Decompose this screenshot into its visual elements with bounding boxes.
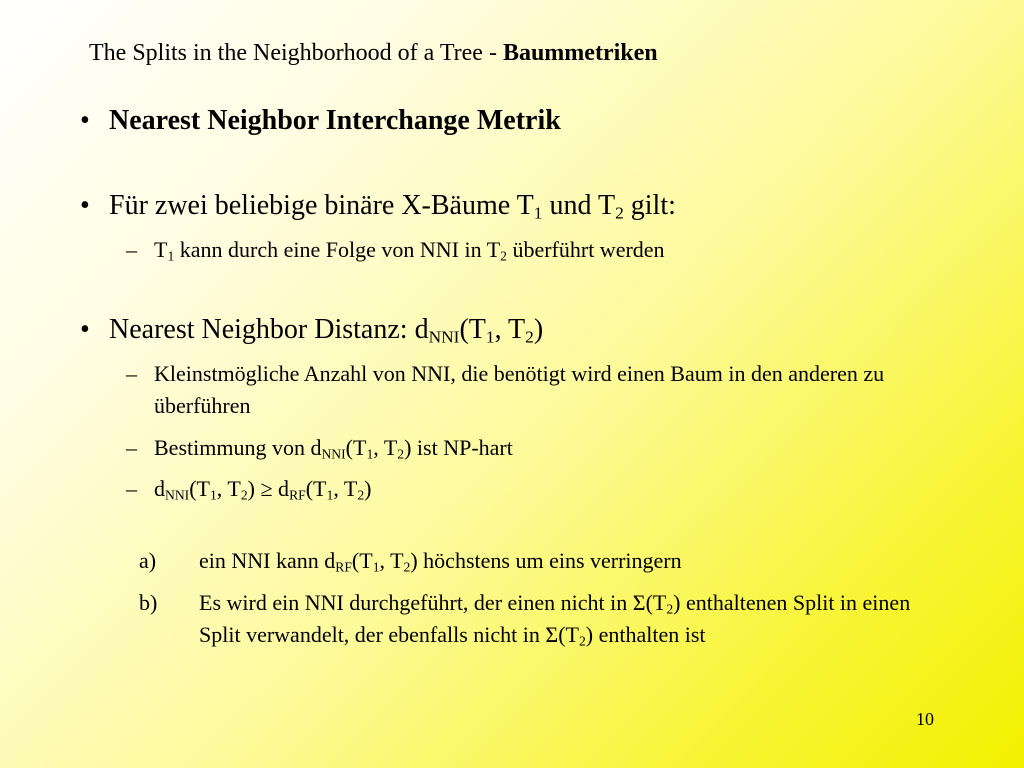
- enum-item-a-text: ein NNI kann $d_{RF}(T_1$, $T_2$) höchstens um eins verringern: [199, 548, 682, 575]
- bullet-binary-trees-text: Für zwei beliebige binäre X-Bäume $T_1$ und $T_2$ gilt:: [109, 190, 676, 223]
- dash-symbol: –: [126, 435, 137, 460]
- dash-symbol: –: [126, 237, 137, 262]
- subbullet-np-hard-text: Bestimmung von $d_{NNI}(T_1$, $T_2$) ist NP-hart: [154, 435, 513, 462]
- enum-marker-a: a): [139, 548, 157, 573]
- subbullet-nni-sequence-text: $T_1$ kann durch eine Folge von NNI in $T_2$ überführt werden: [154, 237, 665, 264]
- bullet-nni-distance-text: Nearest Neighbor Distanz: $d_{NNI}(T_1$, $T_2$): [109, 314, 544, 347]
- subbullet-inequality-text: $d_{NNI}(T_1$, $T_2) \ge d_{RF}(T_1$, $T_2$): [154, 476, 372, 503]
- bullet-nni-metric-text: Nearest Neighbor Interchange Metrik: [109, 105, 561, 136]
- slide-title-bold: Baummetriken: [502, 40, 658, 66]
- subbullet-min-nni-count-text: Kleinstmögliche Anzahl von NNI, die benötigt wird einen Baum in den anderen zu überführen: [154, 361, 885, 418]
- page-number: 10: [916, 709, 934, 729]
- enum-item-b-text: Es wird ein NNI durchgeführt, der einen nicht in $\Sigma(T_2)$ enthaltenen Split in einen Split verwandelt, der ebenfalls nicht in $\Sigma(T_2)$ enthalten ist: [199, 590, 911, 649]
- bullet-symbol: •: [80, 105, 90, 136]
- bullet-symbol: •: [80, 190, 90, 221]
- bullet-symbol: •: [80, 314, 90, 345]
- dash-symbol: –: [126, 476, 137, 501]
- slide-title-plain: The Splits in the Neighborhood of a Tree -: [89, 40, 503, 66]
- enum-marker-b: b): [139, 590, 158, 615]
- slide-title: [89, 38, 658, 68]
- dash-symbol: –: [126, 361, 137, 386]
